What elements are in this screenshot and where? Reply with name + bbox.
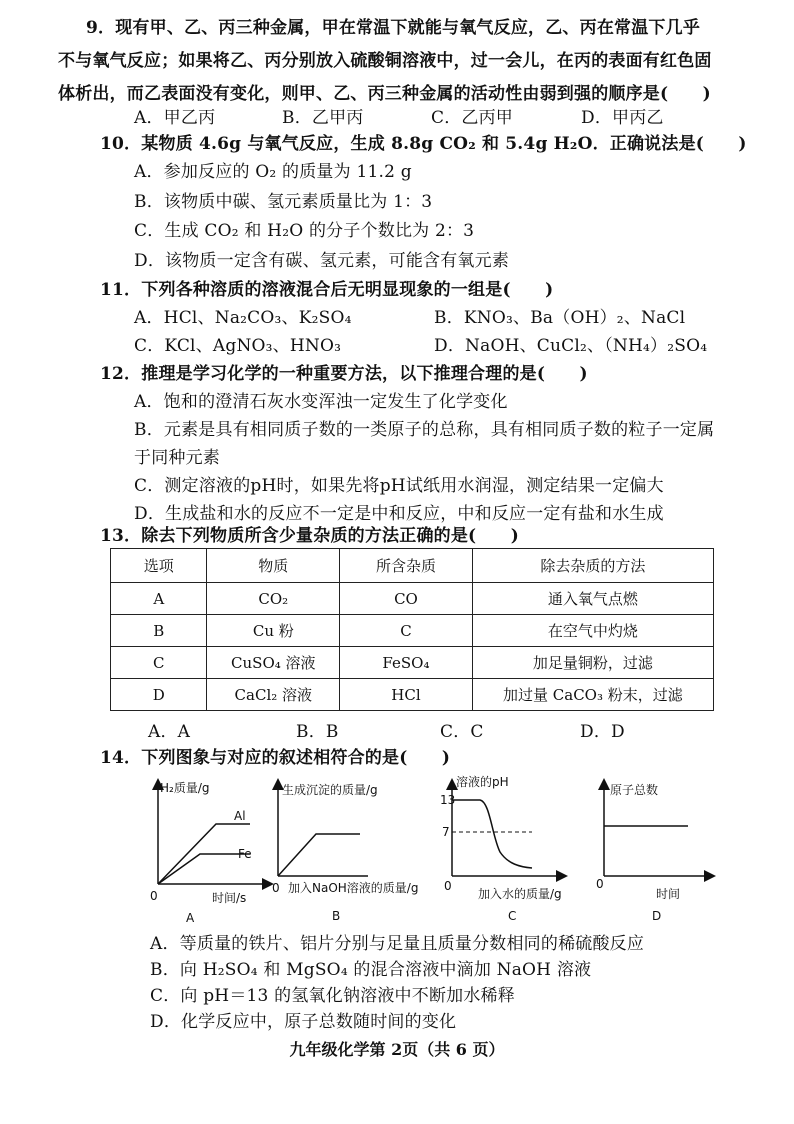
q14-option-a: A．等质量的铁片、铝片分别与足量且质量分数相同的稀硫酸反应 [150, 934, 645, 954]
q10-option-c: C．生成 CO₂ 和 H₂O 的分子个数比为 2：3 [134, 221, 475, 241]
graph-b-tag: B [332, 909, 341, 923]
q11-option-b: B．KNO₃、Ba（OH）₂、NaCl [434, 308, 686, 328]
graph-b-origin: 0 [272, 881, 280, 895]
q13-option-b: B．B [296, 722, 339, 742]
graph-b [264, 772, 434, 932]
q14-option-d: D．化学反应中，原子总数随时间的变化 [150, 1012, 457, 1032]
q10-option-b: B．该物质中碳、氢元素质量比为 1：3 [134, 192, 433, 212]
table-header-cell: 物质 [207, 549, 340, 583]
table-cell: 在空气中灼烧 [472, 615, 713, 647]
table-row [111, 647, 714, 679]
graph-b-xlabel: 加入NaOH溶液的质量/g [288, 881, 419, 895]
table-row [111, 679, 714, 711]
q9-option-d: D．甲丙乙 [581, 108, 664, 128]
graph-c-tick-13: 13 [440, 793, 456, 807]
graph-c-tag: C [508, 909, 517, 923]
graph-d-origin: 0 [596, 877, 604, 891]
table-row [111, 615, 714, 647]
table-cell: 通入氧气点燃 [472, 583, 713, 615]
graph-a-origin: 0 [150, 889, 158, 903]
graph-a [138, 772, 278, 932]
graph-d-ylabel: 原子总数 [610, 783, 659, 797]
q9-line3: 体析出，而乙表面没有变化，则甲、乙、丙三种金属的活动性由弱到强的顺序是( ) [58, 84, 711, 104]
graph-b-line [278, 834, 360, 876]
q13-stem: 13．除去下列物质所含少量杂质的方法正确的是( ) [100, 526, 519, 546]
graph-d-tag: D [652, 909, 662, 923]
graph-c-tick-7: 7 [442, 825, 450, 839]
graph-a-label-al: Al [234, 809, 246, 823]
table-header-row [111, 549, 714, 583]
table-cell: Cu 粉 [207, 615, 340, 647]
q12-option-c: C．测定溶液的pH时，如果先将pH试纸用水润湿，测定结果一定偏大 [134, 476, 664, 496]
graph-d-xlabel: 时间 [656, 887, 681, 901]
graph-c-xlabel: 加入水的质量/g [478, 887, 562, 901]
q13-option-a: A．A [148, 722, 191, 742]
q11-stem: 11．下列各种溶质的溶液混合后无明显现象的一组是( ) [100, 280, 554, 300]
table-cell: C [111, 647, 207, 679]
table-header-cell: 选项 [111, 549, 207, 583]
q11-option-a: A．HCl、Na₂CO₃、K₂SO₄ [134, 308, 352, 328]
page-footer: 九年级化学第 2页（共 6 页） [289, 1040, 505, 1059]
q9-option-c: C．乙丙甲 [431, 108, 514, 128]
table-cell: B [111, 615, 207, 647]
q12-stem: 12．推理是学习化学的一种重要方法，以下推理合理的是( ) [100, 364, 588, 384]
q10-stem: 10．某物质 4.6g 与氧气反应，生成 8.8g CO₂ 和 5.4g H₂O．正确说法是( ) [100, 134, 747, 154]
graph-a-tag: A [186, 911, 195, 925]
table-cell: C [340, 615, 473, 647]
table-cell: CO₂ [207, 583, 340, 615]
graph-a-xlabel: 时间/s [212, 891, 247, 905]
q11-option-d: D．NaOH、CuCl₂、（NH₄）₂SO₄ [434, 336, 708, 356]
q11-option-c: C．KCl、AgNO₃、HNO₃ [134, 336, 342, 356]
table-row [111, 583, 714, 615]
table-cell: CuSO₄ 溶液 [207, 647, 340, 679]
q12-option-a: A．饱和的澄清石灰水变浑浊一定发生了化学变化 [134, 392, 508, 412]
graph-c-ylabel: 溶液的pH [456, 775, 509, 789]
graph-d [590, 772, 720, 932]
q14-option-c: C．向 pH＝13 的氢氧化钠溶液中不断加水稀释 [150, 986, 515, 1006]
q9-line2: 不与氧气反应；如果将乙、丙分别放入硫酸铜溶液中，过一会儿，在丙的表面有红色固 [58, 51, 712, 71]
graph-c [428, 772, 578, 932]
q13-table [110, 548, 714, 711]
table-cell: FeSO₄ [340, 647, 473, 679]
q12-option-b-line2: 于同种元素 [134, 448, 220, 468]
q10-option-a: A．参加反应的 O₂ 的质量为 11.2 g [134, 162, 412, 182]
graph-b-ylabel: 生成沉淀的质量/g [282, 783, 378, 797]
q13-option-d: D．D [580, 722, 625, 742]
table-cell: HCl [340, 679, 473, 711]
table-cell: CaCl₂ 溶液 [207, 679, 340, 711]
q12-option-b-line1: B．元素是具有相同质子数的一类原子的总称，具有相同质子数的粒子一定属 [134, 420, 715, 440]
table-cell: CO [340, 583, 473, 615]
q9-option-a: A．甲乙丙 [134, 108, 216, 128]
graph-c-curve [452, 800, 532, 868]
q14-option-b: B．向 H₂SO₄ 和 MgSO₄ 的混合溶液中滴加 NaOH 溶液 [150, 960, 592, 980]
q9-option-b: B．乙甲丙 [282, 108, 364, 128]
table-header-cell: 除去杂质的方法 [472, 549, 713, 583]
table-cell: 加足量铜粉，过滤 [472, 647, 713, 679]
q12-option-d: D．生成盐和水的反应不一定是中和反应，中和反应一定有盐和水生成 [134, 504, 664, 524]
q13-option-c: C．C [440, 722, 484, 742]
q9-line1: 9．现有甲、乙、丙三种金属，甲在常温下就能与氧气反应，乙、丙在常温下几乎 [86, 18, 701, 38]
graph-a-ylabel: H₂质量/g [160, 781, 210, 795]
table-cell: 加过量 CaCO₃ 粉末，过滤 [472, 679, 713, 711]
table-cell: A [111, 583, 207, 615]
graph-a-label-fe: Fe [238, 847, 252, 861]
table-cell: D [111, 679, 207, 711]
q10-option-d: D．该物质一定含有碳、氢元素，可能含有氧元素 [134, 251, 510, 271]
graph-c-origin: 0 [444, 879, 452, 893]
q14-stem: 14．下列图象与对应的叙述相符合的是( ) [100, 748, 451, 768]
table-header-cell: 所含杂质 [340, 549, 473, 583]
